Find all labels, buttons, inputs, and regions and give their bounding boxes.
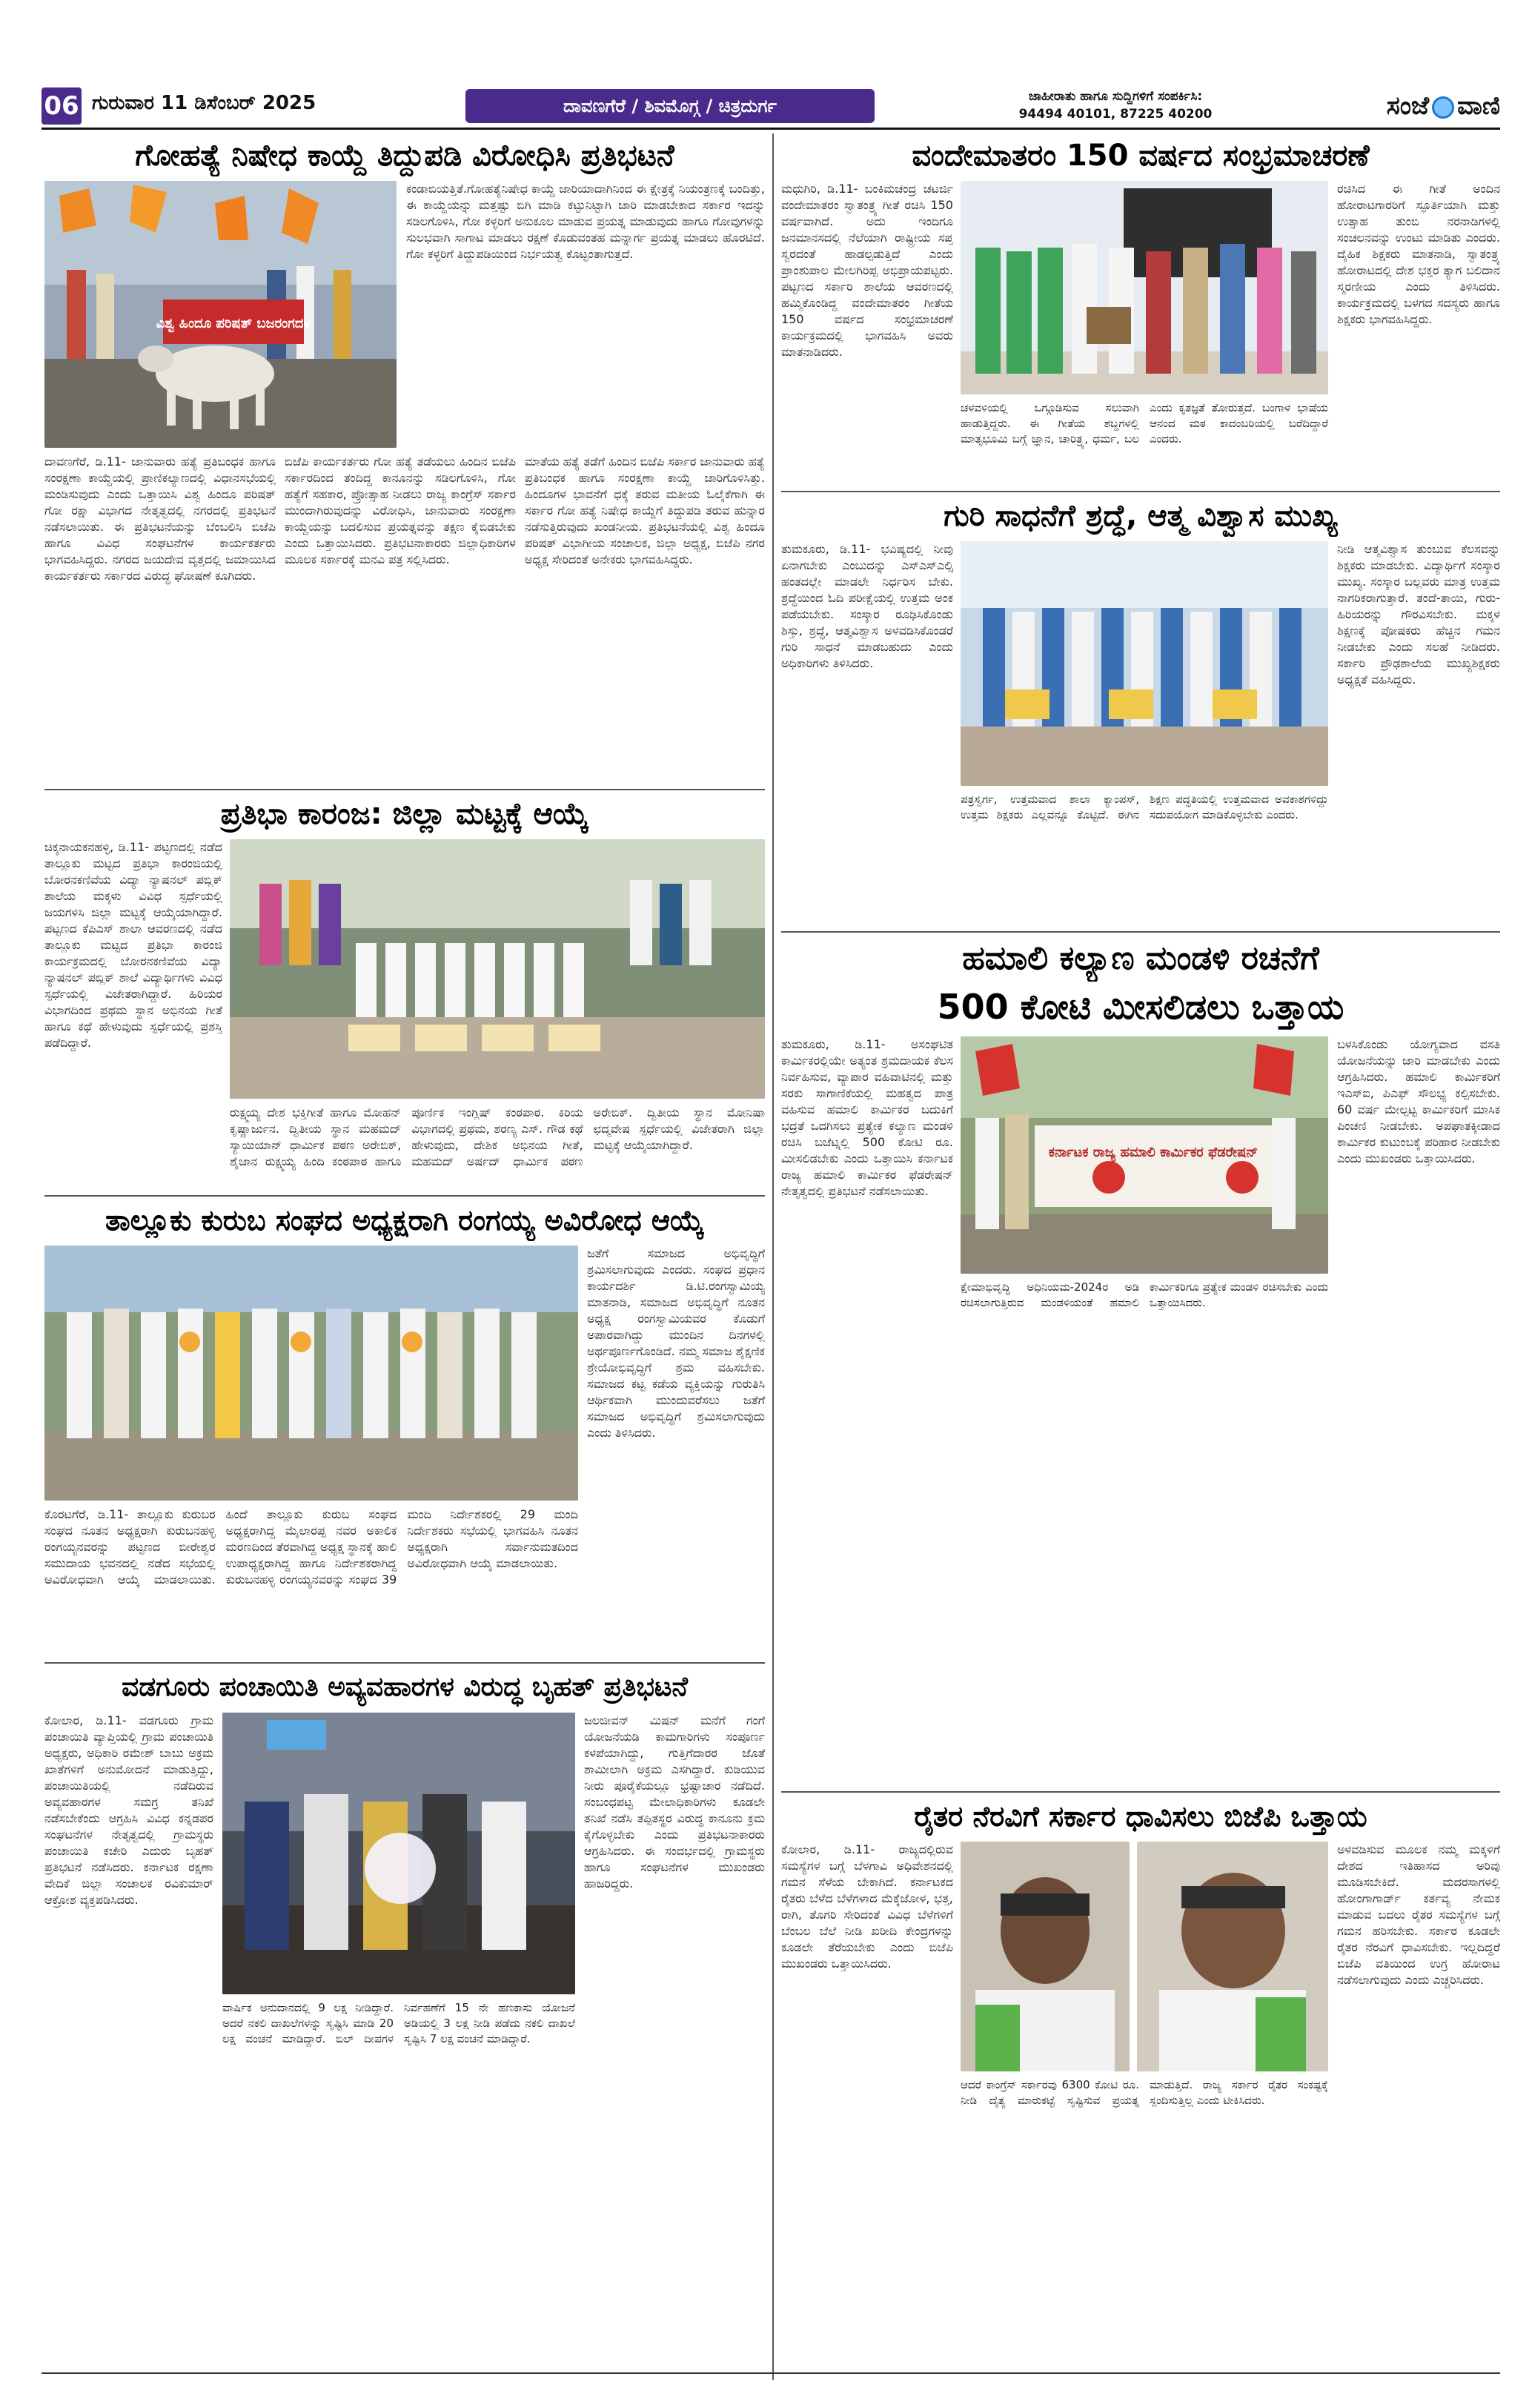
contact-numbers: 94494 40101, 87225 40200 [1018, 107, 1213, 122]
photo-goal-students [961, 541, 1328, 786]
protest-banner-text: ವಿಶ್ವ ಹಿಂದೂ ಪರಿಷತ್ ಬಜರಂಗದಳ [156, 316, 311, 331]
photo-vadaguru-protest [222, 1713, 575, 1994]
story-goal-body-1: ತುಮಕೂರು, ಡಿ.11- ಭವಿಷ್ಯದಲ್ಲಿ ನೀವು ಏನಾಗಬೇಕು ಎಂಬುದನ್ನು ಎಸ್ಎಸ್ಎಲ್ಸಿ ಹಂತದಲ್ಲೇ ಮಾಡಲೇ ನಿರ್ಧರಿಸ ಬೇಕು. ಶ್ರದ್ಧೆಯಿಂದ ಓದಿ ಪರೀಕ್ಷೆಯಲ್ಲಿ ಉತ್ತಮ ಅಂಕ ಪಡೆಯಬೇಕು. ಸಂಸ್ಕಾರ ರೂಢಿಸಿಕೊಂಡು ಶಿಸ್ತು, ಶ್ರದ್ಧೆ, ಆತ್ಮವಿಶ್ವಾಸ ಅಳವಡಿಸಿಕೊಂಡರೆ ಗುರಿ ಸಾಧನೆ ಮಾಡಬಹುದು ಎಂದು ಅಧಿಕಾರಿಗಳು ತಿಳಿಸಿದರು. [781, 542, 953, 670]
story-hamali-body-1: ತುಮಕೂರು, ಡಿ.11- ಅಸಂಘಟಿತ ಕಾರ್ಮಿಕರಲ್ಲಿಯೇ ಅತ್ಯಂತ ಶ್ರಮದಾಯಕ ಕೆಲಸ ನಿರ್ವಹಿಸುವ, ವ್ಯಾಪಾರ ವಹಿವಾಟಿನಲ್ಲಿ ಮತ್ತು ಸರಕು ಸಾಗಾಣಿಕೆಯಲ್ಲಿ ಮಹತ್ವದ ಪಾತ್ರ ವಹಿಸುವ ಹಮಾಲಿ ಕಾರ್ಮಿಕರ ಬದುಕಿಗೆ ಭದ್ರತೆ ಒದಗಿಸಲು ಪ್ರತ್ಯೇಕ ಕಲ್ಯಾಣ ಮಂಡಳಿ ರಚಿಸಿ ಬಜೆಟ್ನಲ್ಲಿ 500 ಕೋಟಿ ರೂ. ಮೀಸಲಿಡಬೇಕು ಎಂದು ಒತ್ತಾಯಿಸಿ ಕರ್ನಾಟಕ ರಾಜ್ಯ ಹಮಾಲಿ ಕಾರ್ಮಿಕರ ಫೆಡರೇಷನ್ ನೇತೃತ್ವದಲ್ಲಿ ಪ್ರತಿಭಟನೆ ನಡೆಸಲಾಯಿತು. [781, 1037, 953, 1198]
story-goal-caption: ಪತ್ರಸ್ವರ್ಗ, ಉತ್ತಮವಾದ ಶಾಲಾ ಕ್ಯಾಂಪಸ್, ಉತ್ತಮ ಶಿಕ್ಷಕರು ಎಲ್ಲವನ್ನೂ ಕೊಟ್ಟಿದೆ. ಈಗಿನ ಶಿಕ್ಷಣ ಪದ್ಧತಿಯಲ್ಲಿ ಉತ್ತಮವಾದ ಅವಕಾಶಗಳಿದ್ದು ಸದುಪಯೋಗ ಮಾಡಿಕೊಳ್ಳಬೇಕು ಎಂದರು. [961, 793, 1328, 821]
headline-cow-protest: ಗೋಹತ್ಯೆ ನಿಷೇಧ ಕಾಯ್ದೆ ತಿದ್ದುಪಡಿ ವಿರೋಧಿಸಿ ಪ್ರತಿಭಟನೆ [135, 139, 674, 173]
story-pratibha-body-2: ರುಕ್ಷ್ಮಯ್ಯ ದೇಶ ಭಕ್ತಿಗೀತೆ ಹಾಗೂ ಮೋಹನ್ ಕೃಷ್ಣಾರ್ಜುನ. ದ್ವಿತೀಯ ಸ್ಥಾನ ಮಹಮದ್ ಸ್ಯಾಯಿಯಾನ್ ಧಾರ್ಮಿಕ ಪಠಣ ಅರೇಬಿಕ್, ಶೈಜಾನ ರುಕ್ಷ್ಮಯ್ಯ ಹಿಂದಿ ಕಂಠಪಾಠ ಹಾಗೂ ಪೂರ್ಣಿಕ ಇಂಗ್ಲಿಷ್ ಕಂಠಪಾಠ. ಕಿರಿಯ ವಿಭಾಗದಲ್ಲಿ ಪ್ರಥಮ, ಶರಣ್ಯ ಎಸ್. ಗೌಡ ಕಥೆ ಹೇಳುವುದು, ದೇಶಿಕ ಅಭಿನಯ ಗೀತೆ, ಮಹಮದ್ ಅರ್ಷದ್ ಧಾರ್ಮಿಕ ಪಠಣ ಅರೇಬಿಕ್. ದ್ವಿತೀಯ ಸ್ಥಾನ ಮೋನಿಷಾ ಛದ್ಮವೇಷ ಸ್ಪರ್ಧೆಯಲ್ಲಿ ವಿಜೇತರಾಗಿ ಜಿಲ್ಲಾ ಮಟ್ಟಕ್ಕೆ ಆಯ್ಕೆಯಾಗಿದ್ದಾರೆ. [230, 1105, 765, 1168]
divider-5 [781, 931, 1500, 933]
hamali-photo-illustration [961, 1036, 1328, 1274]
headline-goal-achievement: ಗುರಿ ಸಾಧನೆಗೆ ಶ್ರದ್ಧೆ, ಆತ್ಮ ವಿಶ್ವಾಸ ಮುಖ್ಯ [944, 499, 1338, 533]
photo-vande-mataram [961, 181, 1328, 394]
story-goal-body-2: ನೀಡಿ ಆತ್ಮವಿಶ್ವಾಸ ತುಂಬುವ ಕೆಲಸವನ್ನು ಶಿಕ್ಷಕರು ಮಾಡಬೇಕು. ವಿದ್ಯಾರ್ಥಿಗೆ ಸಂಸ್ಕಾರ ಮುಖ್ಯ. ಸಂಸ್ಕಾರ ಬಲ್ಲವರು ಮಾತ್ರ ಉತ್ತಮ ನಾಗರಿಕರಾಗುತ್ತಾರೆ. ತಂದೆ-ತಾಯಿ, ಗುರು-ಹಿರಿಯರನ್ನು ಗೌರವಿಸಬೇಕು. ಮಕ್ಕಳ ಶಿಕ್ಷಣಕ್ಕೆ ಪೋಷಕರು ಹೆಚ್ಚಿನ ಗಮನ ನೀಡಬೇಕು ಎಂದು ಸಲಹೆ ನೀಡಿದರು. ಸರ್ಕಾರಿ ಪ್ರೌಢಶಾಲೆಯ ಮುಖ್ಯಶಿಕ್ಷಕರು ಅಧ್ಯಕ್ಷತೆ ವಹಿಸಿದ್ದರು. [1337, 542, 1500, 687]
masthead [42, 87, 1500, 125]
headline-pratibha-karanji: ಪ್ರತಿಭಾ ಕಾರಂಜ: ಜಿಲ್ಲಾ ಮಟ್ಟಕ್ಕೆ ಆಯ್ಕೆ [220, 797, 589, 831]
divider-3 [44, 1662, 765, 1664]
story-farmers-body-2: ಅಳವಡಿಸುವ ಮೂಲಕ ನಮ್ಮ ಮಕ್ಕಳಿಗೆ ದೇಶದ ಇತಿಹಾಸದ ಅರಿವು ಮೂಡಿಸಬೇಕಿದೆ. ಮದರಸಾಗಳಲ್ಲಿ ಹೋಂಗಾಗಾರ್ಡ್ ಕರ್ತವ್ಯ ನೇಮಕ ಮಾಡುವ ಬದಲು ರೈತರ ಸಮಸ್ಯೆಗಳ ಬಗ್ಗೆ ಗಮನ ಹರಿಸಬೇಕು. ಸರ್ಕಾರ ಕೂಡಲೇ ರೈತರ ನೆರವಿಗೆ ಧಾವಿಸಬೇಕು. ಇಲ್ಲದಿದ್ದರೆ ಬಿಜೆಪಿ ವತಿಯಿಂದ ಉಗ್ರ ಹೋರಾಟ ನಡೆಸಲಾಗುವುದು ಎಂದು ಎಚ್ಚರಿಸಿದರು. [1337, 1842, 1500, 1987]
page-bottom-rule [42, 2372, 1500, 2374]
protest-photo-illustration [44, 181, 397, 448]
brand-left: ಸಂಜೆ [1386, 91, 1430, 121]
story-kuruba-body-2: ಕೊರಟಗೆರೆ, ಡಿ.11- ತಾಲ್ಲೂಕು ಕುರುಬರ ಸಂಘದ ನೂತನ ಅಧ್ಯಕ್ಷರಾಗಿ ಕುರುಬನಹಳ್ಳಿ ರಂಗಯ್ಯನವರನ್ನು ಪಟ್ಟಣದ ಬೀರೇಶ್ವರ ಸಮುದಾಯ ಭವನದಲ್ಲಿ ನಡೆದ ಸಭೆಯಲ್ಲಿ ಅವಿರೋಧವಾಗಿ ಆಯ್ಕೆ ಮಾಡಲಾಯಿತು. ಹಿಂದೆ ತಾಲ್ಲೂಕು ಕುರುಬ ಸಂಘದ ಅಧ್ಯಕ್ಷರಾಗಿದ್ದ ಮೈಲಾರಪ್ಪ ನವರ ಅಕಾಲಿಕ ಮರಣದಿಂದ ತೆರವಾಗಿದ್ದ ಅಧ್ಯಕ್ಷ ಸ್ಥಾನಕ್ಕೆ ಹಾಲಿ ಉಪಾಧ್ಯಕ್ಷರಾಗಿದ್ದ ಹಾಗೂ ನಿರ್ದೇಶಕರಾಗಿದ್ದ ಕುರುಬನಹಳ್ಳಿ ರಂಗಯ್ಯನವರನ್ನು ಸಂಘದ 39 ಮಂದಿ ನಿರ್ದೇಶಕರಲ್ಲಿ 29 ಮಂದಿ ನಿರ್ದೇಶಕರು ಸಭೆಯಲ್ಲಿ ಭಾಗವಹಿಸಿ ನೂತನ ಅಧ್ಯಕ್ಷರಾಗಿ ಸರ್ವಾನುಮತದಿಂದ ಅವಿರೋಧವಾಗಿ ಆಯ್ಕೆ ಮಾಡಲಾಯಿತು. [44, 1507, 578, 1587]
contact-label: ಜಾಹೀರಾತು ಹಾಗೂ ಸುದ್ದಿಗಳಿಗೆ ಸಂಪರ್ಕಿಸಿ: [1028, 89, 1203, 104]
center-column-rule [772, 133, 774, 2380]
story-vande-body-1: ಮಧುಗಿರಿ, ಡಿ.11- ಬಂಕಿಮಚಂದ್ರ ಚಟರ್ಜಿ ವಂದೇಮಾತರಂ ಸ್ವಾತಂತ್ರ್ಯ ಗೀತೆ ರಚಿಸಿ 150 ವರ್ಷವಾಗಿದೆ. ಅದು ಇಂದಿಗೂ ಜನಮಾನಸದಲ್ಲಿ ನೆಲೆಯಾಗಿ ರಾಷ್ಟ್ರೀಯ ಸಪ್ತ ಸ್ವರದಂತೆ ಹಾಡಲ್ಪಡುತ್ತಿದೆ ಎಂದು ಪ್ರಾಂಶುಪಾಲ ಮೇಲಗಿರಿಪ್ಪ ಅಭಿಪ್ರಾಯಪಟ್ಟರು. ಪಟ್ಟಣದ ಸರ್ಕಾರಿ ಶಾಲೆಯ ಆವರಣದಲ್ಲಿ ಹಮ್ಮಿಕೊಂಡಿದ್ದ ವಂದೇಮಾತರಂ ಗೀತೆಯ 150 ವರ್ಷದ ಸಂಭ್ರಮಾಚರಣೆ ಕಾರ್ಯಕ್ರಮದಲ್ಲಿ ಭಾಗವಹಿಸಿ ಅವರು ಮಾತನಾಡಿದರು. [781, 182, 953, 359]
headline-kuruba-sangha: ತಾಲ್ಲೂಕು ಕುರುಬ ಸಂಘದ ಅಧ್ಯಕ್ಷರಾಗಿ ರಂಗಯ್ಯ ಅವಿರೋಧ ಆಯ್ಕೆ [105, 1204, 704, 1237]
photo-students-winners [230, 839, 765, 1099]
story-vadaguru-body-1: ಕೋಲಾರ, ಡಿ.11- ವಡಗೂರು ಗ್ರಾಮ ಪಂಚಾಯಿತಿ ವ್ಯಾಪ್ತಿಯಲ್ಲಿ ಗ್ರಾಮ ಪಂಚಾಯಿತಿ ಅಧ್ಯಕ್ಷರು, ಅಧಿಕಾರಿ ರಮೇಶ್ ಬಾಬು ಅಕ್ರಮ ಖಾತೆಗಳಿಗೆ ಅನುಮೋದನೆ ಮಾಡುತ್ತಿದ್ದು, ಪಂಚಾಯಿತಿಯಲ್ಲಿ ನಡೆದಿರುವ ಅವ್ಯವಹಾರಗಳ ಸಮಗ್ರ ತನಿಖೆ ನಡೆಸಬೇಕೆಂದು ಆಗ್ರಹಿಸಿ ವಿವಿಧ ಕನ್ನಡಪರ ಸಂಘಟನೆಗಳ ನೇತೃತ್ವದಲ್ಲಿ ಗ್ರಾಮಸ್ಥರು ಪಂಚಾಯಿತಿ ಕಚೇರಿ ಎದುರು ಬೃಹತ್ ಪ್ರತಿಭಟನೆ ನಡೆಸಿದರು. ಕರ್ನಾಟಕ ರಕ್ಷಣಾ ವೇದಿಕೆ ಜಿಲ್ಲಾ ಸಂಚಾಲಕ ರವಿಕುಮಾರ್ ಆಕ್ರೋಶ ವ್ಯಕ್ತಪಡಿಸಿದರು. [44, 1713, 213, 1907]
goal-photo-illustration [961, 541, 1328, 786]
photo-cow-protest [44, 181, 397, 448]
story-hamali-body-2: ಬಳಸಿಕೊಂಡು ಯೋಗ್ಯವಾದ ವಸತಿ ಯೋಜನೆಯನ್ನು ಜಾರಿ ಮಾಡಬೇಕು ಎಂದು ಆಗ್ರಹಿಸಿದರು. ಹಮಾಲಿ ಕಾರ್ಮಿಕರಿಗೆ ಇಎಸ್ಐ, ಪಿಎಫ್ ಸೌಲಭ್ಯ ಕಲ್ಪಿಸಬೇಕು. 60 ವರ್ಷ ಮೇಲ್ಪಟ್ಟ ಕಾರ್ಮಿಕರಿಗೆ ಮಾಸಿಕ ಪಿಂಚಣಿ ನೀಡಬೇಕು. ಅಪಘಾತಕ್ಕೀಡಾದ ಕಾರ್ಮಿಕರ ಕುಟುಂಬಕ್ಕೆ ಪರಿಹಾರ ನೀಡಬೇಕು ಎಂದು ಮುಖಂಡರು ಒತ್ತಾಯಿಸಿದರು. [1337, 1037, 1500, 1165]
story-pratibha-body-1: ಚಿಕ್ಕನಾಯಕನಹಳ್ಳಿ, ಡಿ.11- ಪಟ್ಟಣದಲ್ಲಿ ನಡೆದ ತಾಲ್ಲೂಕು ಮಟ್ಟದ ಪ್ರತಿಭಾ ಕಾರಂಜಿಯಲ್ಲಿ ಬೋರನಕಣಿವೆಯ ವಿದ್ಯಾ ನ್ಯಾಷನಲ್ ಪಬ್ಲಿಕ್ ಶಾಲೆಯ ಮಕ್ಕಳು ವಿವಿಧ ಸ್ಪರ್ಧೆಯಲ್ಲಿ ಜಯಗಳಿಸಿ ಜಿಲ್ಲಾ ಮಟ್ಟಕ್ಕೆ ಆಯ್ಕೆಯಾಗಿದ್ದಾರೆ. ಪಟ್ಟಣದ ಕೆಪಿಎಸ್ ಶಾಲಾ ಆವರಣದಲ್ಲಿ ನಡೆದ ತಾಲ್ಲೂಕು ಮಟ್ಟದ ಪ್ರತಿಭಾ ಕಾರಂಜಿ ಕಾರ್ಯಕ್ರಮದಲ್ಲಿ ಬೋರನಕಣಿವೆಯ ವಿದ್ಯಾ ನ್ಯಾಷನಲ್ ಪಬ್ಲಿಕ್ ಶಾಲೆ ವಿದ್ಯಾರ್ಥಿಗಳು ವಿವಿಧ ಸ್ಪರ್ಧೆಯಲ್ಲಿ ವಿಜೇತರಾಗಿದ್ದಾರೆ. ಹಿರಿಯರ ವಿಭಾಗದಿಂದ ಪ್ರಥಮ ಸ್ಥಾನ ಅಭಿನಯ ಗೀತೆ ಹಾಗೂ ಕಥೆ ಹೇಳುವುದು ಸ್ಪರ್ಧೆಯಲ್ಲಿ ಪ್ರಶಸ್ತಿ ಪಡೆದಿದ್ದಾರೆ. [44, 840, 222, 1050]
story-hamali-caption: ಕ್ಷೇಮಾಭಿವೃದ್ಧಿ ಅಧಿನಿಯಮ-2024ರ ಅಡಿ ರಚಿಸಲಾಗುತ್ತಿರುವ ಮಂಡಳಿಯಂತೆ ಹಮಾಲಿ ಕಾರ್ಮಿಕರಿಗೂ ಪ್ರತ್ಯೇಕ ಮಂಡಳಿ ರಚಿಸಬೇಕು ಎಂದು ಒತ್ತಾಯಿಸಿದರು. [961, 1280, 1328, 1309]
story-kuruba-body-1: ಜತೆಗೆ ಸಮಾಜದ ಅಭಿವೃದ್ಧಿಗೆ ಶ್ರಮಿಸಲಾಗುವುದು ಎಂದರು. ಸಂಘದ ಪ್ರಧಾನ ಕಾರ್ಯದರ್ಶಿ ಡಿ.ಟಿ.ರಂಗಸ್ವಾಮಿಯ್ಯ ಮಾತನಾಡಿ, ಸಮಾಜದ ಅಭಿವೃದ್ಧಿಗೆ ನೂತನ ಅಧ್ಯಕ್ಷ ರಂಗಸ್ವಾಮಿಯವರ ಕೊಡುಗೆ ಅಪಾರವಾಗಿದ್ದು ಮುಂದಿನ ದಿನಗಳಲ್ಲಿ ಅರ್ಥಪೂರ್ಣಗೊಂಡಿದೆ. ನಮ್ಮ ಸಮಾಜ ಶೈಕ್ಷಣಿಕ ಶ್ರೇಯೋಭಿವೃದ್ಧಿಗೆ ಶ್ರಮ ವಹಿಸಬೇಕು. ಸಮಾಜದ ಕಟ್ಟ ಕಡೆಯ ವ್ಯಕ್ತಿಯನ್ನು ಗುರುತಿಸಿ ಆರ್ಥಿಕವಾಗಿ ಮುಂದುವರೆಸಲು ಜತೆಗೆ ಸಮಾಜದ ಅಭಿವೃದ್ಧಿಗೆ ಶ್ರಮಿಸಲಾಗುವುದು ಎಂದು ತಿಳಿಸಿದರು. [587, 1246, 765, 1440]
page-number: 06 [42, 87, 82, 125]
leader-1-photo-illustration [961, 1842, 1130, 2071]
brand-right: ವಾಣಿ [1457, 91, 1500, 121]
story-vande-caption: ಚಳವಳಿಯಲ್ಲಿ ಒಗ್ಗೂಡಿಸುವ ಸಲುವಾಗಿ ಹಾಡುತ್ತಿದ್ದರು. ಈ ಗೀತೆಯ ಶಬ್ದಗಳಲ್ಲಿ ಮಾತೃಭೂಮಿ ಬಗ್ಗೆ ಜ್ಞಾನ, ಚಾರಿತ್ರ್ಯ, ಧರ್ಮ, ಬಲ ಎಂದು ಕೃತಜ್ಞತೆ ತೋರುತ್ತದೆ. ಬಂಗಾಳ ಭಾಷೆಯ ಆನಂದ ಮಠ ಕಾದಂಬರಿಯಲ್ಲಿ ಬರೆದಿದ್ದಾರೆ ಎಂದರು. [961, 401, 1328, 446]
story-vadaguru-caption: ವಾರ್ಷಿಕ ಅನುದಾನದಲ್ಲಿ 9 ಲಕ್ಷ ನೀಡಿದ್ದಾರೆ. ಅದರೆ ನಕಲಿ ದಾಖಲೆಗಳನ್ನು ಸೃಷ್ಟಿಸಿ ಮಾಡಿ 20 ಲಕ್ಷ ವಂಚನೆ ಮಾಡಿದ್ದಾರೆ. ಬಿಲ್ ದೀಪಗಳ ನಿರ್ವಹಣೆಗೆ 15 ನೇ ಹಣಕಾಸು ಯೋಜನೆ ಅಡಿಯಲ್ಲಿ 3 ಲಕ್ಷ ನೀಡಿ ಪಡೆದು ನಕಲಿ ದಾಖಲೆ ಸೃಷ್ಟಿಸಿ 7 ಲಕ್ಷ ವಂಚನೆ ಮಾಡಿದ್ದಾರೆ. [222, 2001, 575, 2045]
issue-date: ಗುರುವಾರ 11 ಡಿಸೆಂಬರ್ 2025 [92, 92, 316, 114]
masthead-rule [42, 128, 1500, 130]
story-cow-body-3: ಬಿಜೆಪಿ ಕಾರ್ಯಕರ್ತರು ಗೋ ಹತ್ಯೆ ತಡೆಯಲು ಹಿಂದಿನ ಬಿಜೆಪಿ ಸರ್ಕಾರದಿಂದ ತಂದಿದ್ದ ಕಾನೂನನ್ನು ಸಡಿಲಗೊಳಿಸಿ, ಗೋ ಹತ್ಯೆಗೆ ಸಹಕಾರ, ಪ್ರೋತ್ಸಾಹ ನೀಡಲು ರಾಜ್ಯ ಕಾಂಗ್ರೆಸ್ ಸರ್ಕಾರ ಮುಂದಾಗಿರುವುದನ್ನು ವಿರೋಧಿಸಿ, ಜಾನುವಾರು ಸಂರಕ್ಷಣಾ ಕಾಯ್ದೆಯನ್ನು ಬದಲಿಸುವ ಪ್ರಯತ್ನವನ್ನು ತಕ್ಷಣ ಕೈಬಿಡಬೇಕು ಎಂದು ಒತ್ತಾಯಿಸಿದರು. ಪ್ರತಿಭಟನಾಕಾರರು ಜಿಲ್ಲಾಧಿಕಾರಿಗಳ ಮೂಲಕ ಸರ್ಕಾರಕ್ಕೆ ಮನವಿ ಪತ್ರ ಸಲ್ಲಿಸಿದರು. [285, 454, 516, 566]
divider-4 [781, 491, 1500, 492]
headline-farmers-support: ರೈತರ ನೆರವಿಗೆ ಸರ್ಕಾರ ಧಾವಿಸಲು ಬಿಜೆಪಿ ಒತ್ತಾಯ [914, 1800, 1367, 1833]
leader-2-photo-illustration [1137, 1842, 1328, 2071]
photo-bjp-leader-2 [1137, 1842, 1328, 2071]
divider-2 [44, 1195, 765, 1197]
story-farmers-body-1: ಕೋಲಾರ, ಡಿ.11- ರಾಜ್ಯದಲ್ಲಿರುವ ಸಮಸ್ಯೆಗಳ ಬಗ್ಗೆ ಬೆಳಗಾವಿ ಅಧಿವೇಶನದಲ್ಲಿ ಗಮನ ಸೆಳೆಯ ಬೇಕಾಗಿದೆ. ಕರ್ನಾಟಕದ ರೈತರು ಬೆಳೆದ ಬೆಳೆಗಳಾದ ಮೆಕ್ಕೆಜೋಳ, ಭತ್ತ, ರಾಗಿ, ತೊಗರಿ ಸೇರಿದಂತೆ ವಿವಿಧ ಬೆಳೆಗಳಿಗೆ ಬೆಂಬಲ ಬೆಲೆ ನೀಡಿ ಖರೀದಿ ಕೇಂದ್ರಗಳನ್ನು ಕೂಡಲೇ ತೆರೆಯಬೇಕು ಎಂದು ಬಿಜೆಪಿ ಮುಖಂಡರು ಒತ್ತಾಯಿಸಿದರು. [781, 1842, 953, 1971]
divider-1 [44, 789, 765, 790]
felicitation-photo-illustration [44, 1246, 578, 1501]
students-photo-illustration [230, 839, 765, 1099]
headline-hamali-line-2: 500 ಕೋಟಿ ಮೀಸಲಿಡಲು ಒತ್ತಾಯ [937, 987, 1344, 1027]
globe-icon [1432, 96, 1454, 119]
story-farmers-caption: ಆದರೆ ಕಾಂಗ್ರೆಸ್ ಸರ್ಕಾರವು 6300 ಕೋಟಿ ರೂ. ನೀಡಿ ದೈತ್ಯ ಮಾರುಕಟ್ಟೆ ಸೃಷ್ಟಿಸುವ ಪ್ರಯತ್ನ ಮಾಡುತ್ತಿದೆ. ರಾಜ್ಯ ಸರ್ಕಾರ ರೈತರ ಸಂಕಷ್ಟಕ್ಕೆ ಸ್ಪಂದಿಸುತ್ತಿಲ್ಲ ಎಂದು ಟೀಕಿಸಿದರು. [961, 2078, 1328, 2107]
story-cow-body-4: ಮಾತೆಯ ಹತ್ಯೆ ತಡೆಗೆ ಹಿಂದಿನ ಬಿಜೆಪಿ ಸರ್ಕಾರ ಜಾನುವಾರು ಹತ್ಯೆ ಪ್ರತಿಬಂಧಕ ಹಾಗೂ ಸಂರಕ್ಷಣಾ ಕಾಯ್ದೆ ಜಾರಿಗೊಳಿಸಿತ್ತು. ಹಿಂದೂಗಳ ಭಾವನೆಗೆ ಧಕ್ಕೆ ತರುವ ಮತೀಯ ಓಲೈಕೆಗಾಗಿ ಈ ಸರ್ಕಾರ ಗೋ ಹತ್ಯೆ ನಿಷೇಧ ಕಾಯ್ದೆಗೆ ತಿದ್ದುಪಡಿ ತರುವ ಹುನ್ನಾರ ನಡೆಸುತ್ತಿರುವುದು ಖಂಡನೀಯ. ಪ್ರತಿಭಟನೆಯಲ್ಲಿ ವಿಶ್ವ ಹಿಂದೂ ಪರಿಷತ್ ವಿಭಾಗೀಯ ಸಂಚಾಲಕ, ಜಿಲ್ಲಾ ಅಧ್ಯಕ್ಷ, ಬಿಜೆಪಿ ನಗರ ಅಧ್ಯಕ್ಷ ಸೇರಿದಂತೆ ಅನೇಕರು ಭಾಗವಹಿಸಿದ್ದರು. [525, 454, 765, 566]
story-cow-body-2: ದಾವಣಗೆರೆ, ಡಿ.11- ಜಾನುವಾರು ಹತ್ಯೆ ಪ್ರತಿಬಂಧಕ ಹಾಗೂ ಸಂರಕ್ಷಣಾ ಕಾಯ್ದೆಯಲ್ಲಿ ಪ್ರಾಣಿಕಲ್ಯಾಣದಲ್ಲಿ ವಿಧಾನಸಭೆಯಲ್ಲಿ ಮಂಡಿಸುವುದು ಎಂದು ಒತ್ತಾಯಿಸಿ ವಿಶ್ವ ಹಿಂದೂ ಪರಿಷತ್ ಗೋ ರಕ್ಷಾ ವಿಭಾಗದ ನೇತೃತ್ವದಲ್ಲಿ ನಗರದಲ್ಲಿ ಪ್ರತಿಭಟನೆ ನಡೆಸಲಾಯಿತು. ಈ ಪ್ರತಿಭಟನೆಯನ್ನು ಬೆಂಬಲಿಸಿ ಬಿಜೆಪಿ ಹಾಗೂ ವಿವಿಧ ಸಂಘಟನೆಗಳ ಕಾರ್ಯಕರ್ತರು ಭಾಗವಹಿಸಿದ್ದರು. ನಗರದ ಜಯದೇವ ವೃತ್ತದಲ್ಲಿ ಜಮಾಯಿಸಿದ ಕಾರ್ಯಕರ್ತರು ಸರ್ಕಾರದ ವಿರುದ್ಧ ಘೋಷಣೆ ಕೂಗಿದರು. [44, 454, 276, 583]
vande-photo-illustration [961, 181, 1328, 394]
headline-vadaguru-protest: ವಡಗೂರು ಪಂಚಾಯಿತಿ ಅವ್ಯವಹಾರಗಳ ವಿರುದ್ಧ ಬೃಹತ್ ಪ್ರತಿಭಟನೆ [122, 1672, 688, 1702]
brand-logo [1294, 87, 1500, 125]
divider-6 [781, 1791, 1500, 1793]
contact-info [956, 87, 1275, 123]
hamali-banner-text: ಕರ್ನಾಟಕ ರಾಜ್ಯ ಹಮಾಲಿ ಕಾರ್ಮಿಕರ ಫೆಡರೇಷನ್ [1048, 1145, 1259, 1160]
districts-banner: ದಾವಣಗೆರೆ / ಶಿವಮೊಗ್ಗ / ಚಿತ್ರದುರ್ಗ [465, 89, 875, 123]
headline-vande-mataram: ವಂದೇಮಾತರಂ 150 ವರ್ಷದ ಸಂಭ್ರಮಾಚರಣೆ [912, 139, 1370, 173]
photo-kuruba-felicitation [44, 1246, 578, 1501]
vadaguru-photo-illustration [222, 1713, 575, 1994]
story-vadaguru-body-2: ಜಲಜೀವನ್ ಮಿಷನ್ ಮನೆಗೆ ಗಂಗೆ ಯೋಜನೆಯಡಿ ಕಾಮಗಾರಿಗಳು ಸಂಪೂರ್ಣ ಕಳಪೆಯಾಗಿದ್ದು, ಗುತ್ತಿಗೆದಾರರ ಜೊತೆ ಶಾಮೀಲಾಗಿ ಅಕ್ರಮ ಎಸಗಿದ್ದಾರೆ. ಕುಡಿಯುವ ನೀರು ಪೂರೈಕೆಯಲ್ಲೂ ಭ್ರಷ್ಟಾಚಾರ ನಡೆದಿದೆ. ಸಂಬಂಧಪಟ್ಟ ಮೇಲಾಧಿಕಾರಿಗಳು ಕೂಡಲೇ ತನಿಖೆ ನಡೆಸಿ ತಪ್ಪಿತಸ್ಥರ ವಿರುದ್ಧ ಕಾನೂನು ಕ್ರಮ ಕೈಗೊಳ್ಳಬೇಕು ಎಂದು ಪ್ರತಿಭಟನಾಕಾರರು ಆಗ್ರಹಿಸಿದರು. ಈ ಸಂದರ್ಭದಲ್ಲಿ ಗ್ರಾಮಸ್ಥರು ಹಾಗೂ ಸಂಘಟನೆಗಳ ಮುಖಂಡರು ಹಾಜರಿದ್ದರು. [584, 1713, 765, 1891]
headline-hamali-line-1: ಹಮಾಲಿ ಕಲ್ಯಾಣ ಮಂಡಳಿ ರಚನೆಗೆ [962, 939, 1319, 977]
story-cow-body-1: ಕಂಡಾಬಿಯತ್ತಿತೆ.ಗೋಹತ್ಯೆನಿಷೇಧ ಕಾಯ್ದೆ ಜಾರಿಯಾದಾಗಿನಿಂದ ಈ ಕ್ಷೇತ್ರಕ್ಕೆ ನಿಯಂತ್ರಣಕ್ಕೆ ಬಂದಿತ್ತು, ಈ ಕಾಯ್ದೆಯನ್ನು ಮತ್ತಷ್ಟು ಬಿಗಿ ಮಾಡಿ ಕಟ್ಟುನಿಟ್ಟಾಗಿ ಜಾರಿ ಮಾಡಬೇಕಾದ ಸರ್ಕಾರ ಇದನ್ನು ಸಡಿಲಗೊಳಿಸಿ, ಗೋ ಕಳ್ಳರಿಗೆ ಅನುಕೂಲ ಮಾಡುವ ಪ್ರಯತ್ನ ಮಾಡುವುದು ಹಾಗೂ ಗೋವುಗಳನ್ನು ಸುಲಭವಾಗಿ ಸಾಗಾಟ ಮಾಡಲು ರಕ್ಷಣೆ ಕೊಡುವಂತಹ ಮನ್ನಾರ್ಗ ಪ್ರಯತ್ನ ಮಾಡಲು ಹೊರಟಿದೆ. ಗೋ ಕಳ್ಳರಿಗೆ ತಿದ್ದುಪಡಿಯಿಂದ ನಿರ್ಭಯತ್ವ ಕೊಟ್ಟಂತಾಗುತ್ತದೆ. [406, 182, 765, 261]
story-vande-body-2: ರಚಿಸಿದ ಈ ಗೀತೆ ಅಂದಿನ ಹೋರಾಟಗಾರರಿಗೆ ಸ್ಫೂರ್ತಿಯಾಗಿ ಮತ್ತು ಉತ್ಸಾಹ ತುಂಬಿ ನರನಾಡಿಗಳಲ್ಲಿ ಸಂಚಲನವನ್ನು ಉಂಟು ಮಾಡಿತು ಎಂದರು. ದೈಹಿಕ ಶಿಕ್ಷಕರು ಮಾತನಾಡಿ, ಸ್ವಾತಂತ್ರ್ಯ ಹೋರಾಟದಲ್ಲಿ ದೇಶ ಭಕ್ತರ ತ್ಯಾಗ ಬಲಿದಾನ ಸ್ಮರಣೀಯ ಎಂದು ತಿಳಿಸಿದರು. ಕಾರ್ಯಕ್ರಮದಲ್ಲಿ ಬಳಗದ ಸದಸ್ಯರು ಹಾಗೂ ಶಿಕ್ಷಕರು ಭಾಗವಹಿಸಿದ್ದರು. [1337, 182, 1500, 326]
photo-bjp-leader-1 [961, 1842, 1130, 2071]
photo-hamali-protest [961, 1036, 1328, 1274]
